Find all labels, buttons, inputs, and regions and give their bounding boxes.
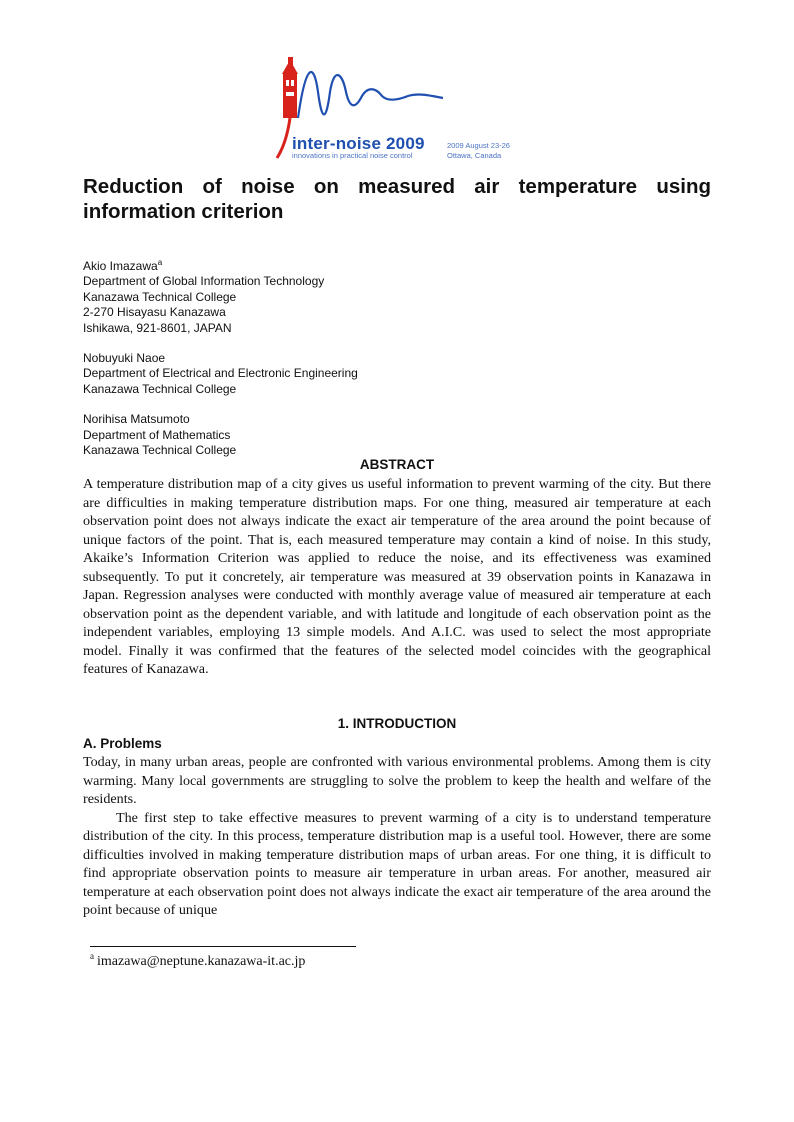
title-line-2: information criterion — [83, 200, 284, 223]
paragraph: The first step to take effective measures to prevent warming of a city is to understand temperature distribution of the city. In this process, temperature distribution map is a useful tool. However, there are some difficulties involved in making temperature distribution maps of urban areas. For one thing, it is difficult to find appropriate observation points to measure air temperature in urban areas. For another, measured air temperature at each observation point does not always indicate the exact air temperature of the area around the point because of unique — [83, 809, 711, 918]
author-affiliation: Department of Electrical and Electronic Engineering — [83, 366, 358, 381]
subsection-heading: A. Problems — [83, 736, 162, 751]
footnote — [90, 951, 305, 970]
abstract-heading: ABSTRACT — [359, 457, 435, 472]
logo-location: Ottawa, Canada — [447, 151, 502, 160]
wave-icon — [298, 72, 443, 118]
author-block — [83, 255, 358, 336]
paper-title — [83, 174, 711, 224]
author-affiliation: Department of Mathematics — [83, 427, 231, 442]
logo-event-info — [447, 141, 510, 161]
author-list — [83, 255, 358, 473]
author-block — [83, 351, 358, 397]
logo-date: 2009 August 23-26 — [447, 141, 510, 150]
author-name: Akio Imazawa$^a$ — [83, 258, 163, 273]
section-heading: 1. INTRODUCTION — [337, 716, 457, 731]
footnote-rule — [90, 946, 356, 947]
author-name: Nobuyuki Naoe — [83, 351, 166, 366]
footnote-marker: a — [90, 951, 94, 961]
author-address: Ishikawa, 921-8601, JAPAN — [83, 320, 232, 335]
author-affiliation: Kanazawa Technical College — [83, 289, 237, 304]
author-affiliation: Department of Global Information Technology — [83, 274, 325, 289]
introduction-body — [83, 753, 711, 920]
author-block — [83, 412, 358, 458]
logo-name: inter-noise 2009 — [292, 134, 425, 153]
title-line-1: Reduction of noise on measured air temperature using — [83, 175, 711, 198]
footnote-email[interactable]: imazawa@neptune.kanazawa-it.ac.jp — [97, 954, 306, 969]
author-address: 2-270 Hisayasu Kanazawa — [83, 305, 226, 320]
paragraph: Today, in many urban areas, people are confronted with various environmental problems. Among them is city warming. Many local governments are struggling to solve the problem to keep the health and welfare of the residents. — [83, 754, 711, 807]
abstract-text: A temperature distribution map of a city gives us useful information to prevent warming of the city. But there are difficulties in making temperature distribution maps. For one thing, measured air temperature at each observation point does not always indicate the exact air temperature of the area around the point because of unique factors of the point. That is, each measured temperature may contain a kind of noise. In this study, Akaike’s Information Criterion was applied to reduce the noise, and its effectiveness was examined subsequently. To put it concretely, air temperature was measured at 39 observation points in Kanazawa in Japan. Regression analyses were conducted with monthly average value of measured air temperature at each observation point as the dependent variable, and with latitude and longitude of each observation point as the independent variables, employing 13 simple models. And A.I.C. was used to select the most appropriate model. Finally it was confirmed that the features of the selected model coincides with the geographical features of Kanazawa. — [83, 476, 711, 677]
footnote-marker: a — [157, 258, 163, 267]
logo-tagline: innovations in practical noise control — [292, 151, 413, 160]
author-name: Norihisa Matsumoto — [83, 412, 190, 427]
author-affiliation: Kanazawa Technical College — [83, 443, 237, 458]
author-affiliation: Kanazawa Technical College — [83, 381, 237, 396]
